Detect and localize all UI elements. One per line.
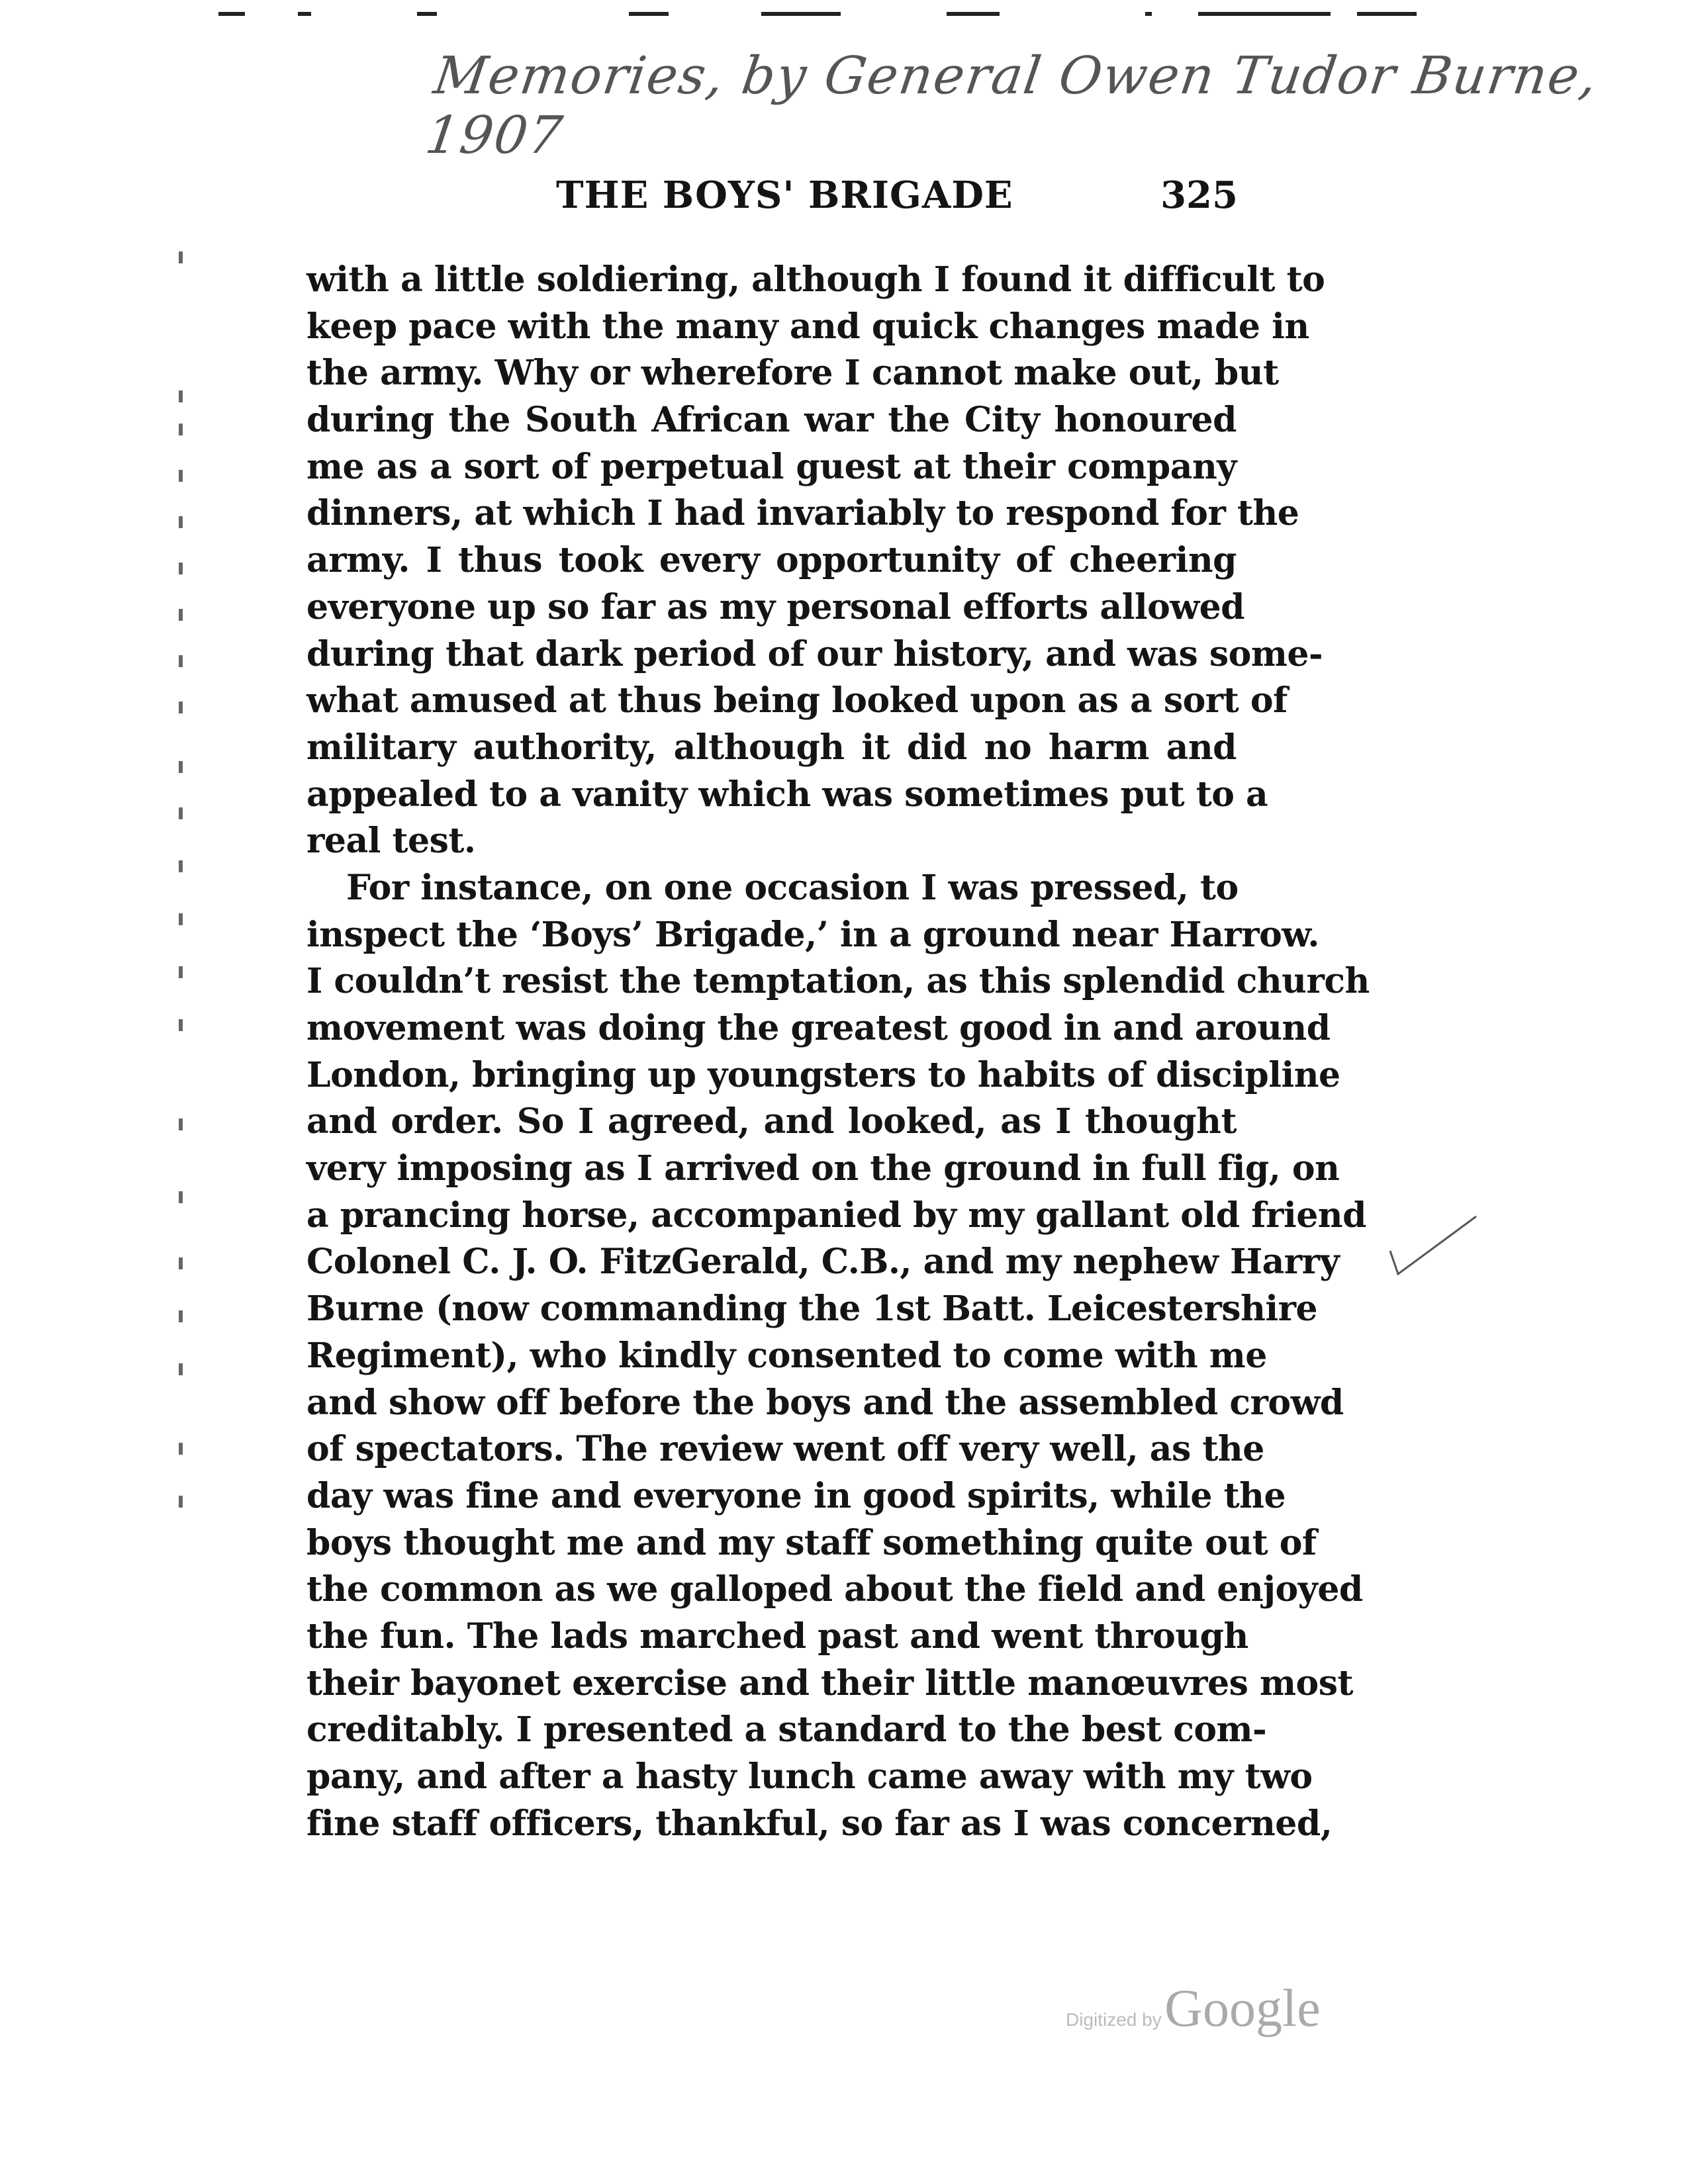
scan-artifacts: [218, 12, 1476, 21]
text-line: everyone up so far as my personal efforts allowed: [306, 586, 1245, 627]
text-line: with a little soldiering, although I found it difficult to: [306, 259, 1325, 300]
text-line: creditably. I presented a standard to the best com-: [306, 1709, 1267, 1751]
text-line: Regiment), who kindly consented to come with me: [306, 1335, 1267, 1376]
text-line: For instance, on one occasion I was pressed, to: [346, 867, 1239, 908]
text-line: the common as we galloped about the field and enjoyed: [306, 1569, 1363, 1610]
text-line: I couldn’t resist the temptation, as this splendid church: [306, 961, 1370, 1002]
text-line: during the South African war the City honoured: [306, 400, 1237, 441]
text-line: very imposing as I arrived on the ground in full fig, on: [306, 1148, 1340, 1189]
text-line: the fun. The lads marched past and went through: [306, 1615, 1248, 1657]
text-line: the army. Why or wherefore I cannot make out, but: [306, 353, 1279, 394]
text-line: pany, and after a hasty lunch came away with my two: [306, 1756, 1313, 1797]
text-line: Colonel C. J. O. FitzGerald, C.B., and my nephew Harry: [306, 1242, 1340, 1283]
text-line: and order. So I agreed, and looked, as I thought: [306, 1101, 1237, 1142]
text-line: and show off before the boys and the assembled crowd: [306, 1382, 1344, 1423]
text-line: what amused at thus being looked upon as a sort of: [306, 680, 1288, 721]
text-line: fine staff officers, thankful, so far as I was concerned,: [306, 1803, 1333, 1844]
text-line: inspect the ‘Boys’ Brigade,’ in a ground near Harrow.: [306, 914, 1319, 955]
check-mark-icon: [1383, 1211, 1483, 1284]
text-line: of spectators. The review went off very well, as the: [306, 1429, 1264, 1470]
text-line: appealed to a vanity which was sometimes put to a: [306, 774, 1268, 815]
digitized-by-google-watermark: [1066, 1979, 1321, 2039]
text-line: during that dark period of our history, and was some-: [306, 633, 1323, 674]
text-line: military authority, although it did no harm and: [306, 727, 1237, 768]
text-line: dinners, at which I had invariably to respond for the: [306, 493, 1299, 534]
watermark-prefix: Digitized by: [1066, 2009, 1162, 2030]
text-line: day was fine and everyone in good spirits, while the: [306, 1475, 1286, 1516]
page-number: 325: [1160, 173, 1238, 217]
text-line: real test.: [306, 821, 476, 862]
margin-scan-marks: [179, 251, 199, 1509]
text-line: keep pace with the many and quick changes made in: [306, 306, 1309, 347]
running-header-title: THE BOYS' BRIGADE: [556, 173, 1013, 217]
text-line: their bayonet exercise and their little manœuvres most: [306, 1662, 1354, 1704]
text-line: Burne (now commanding the 1st Batt. Leicestershire: [306, 1289, 1318, 1330]
text-line: London, bringing up youngsters to habits of discipline: [306, 1054, 1340, 1095]
body-text: [306, 257, 1370, 1847]
text-line: boys thought me and my staff something quite out of: [306, 1522, 1317, 1563]
google-logo: Google: [1164, 1979, 1321, 2038]
text-line: a prancing horse, accompanied by my gallant old friend: [306, 1195, 1366, 1236]
text-line: me as a sort of perpetual guest at their company: [306, 446, 1237, 487]
handwritten-annotation: Memories, by General Owen Tudor Burne, 1907: [422, 46, 1602, 165]
text-line: movement was doing the greatest good in and around: [306, 1008, 1331, 1048]
text-line: army. I thus took every opportunity of cheering: [306, 540, 1237, 581]
